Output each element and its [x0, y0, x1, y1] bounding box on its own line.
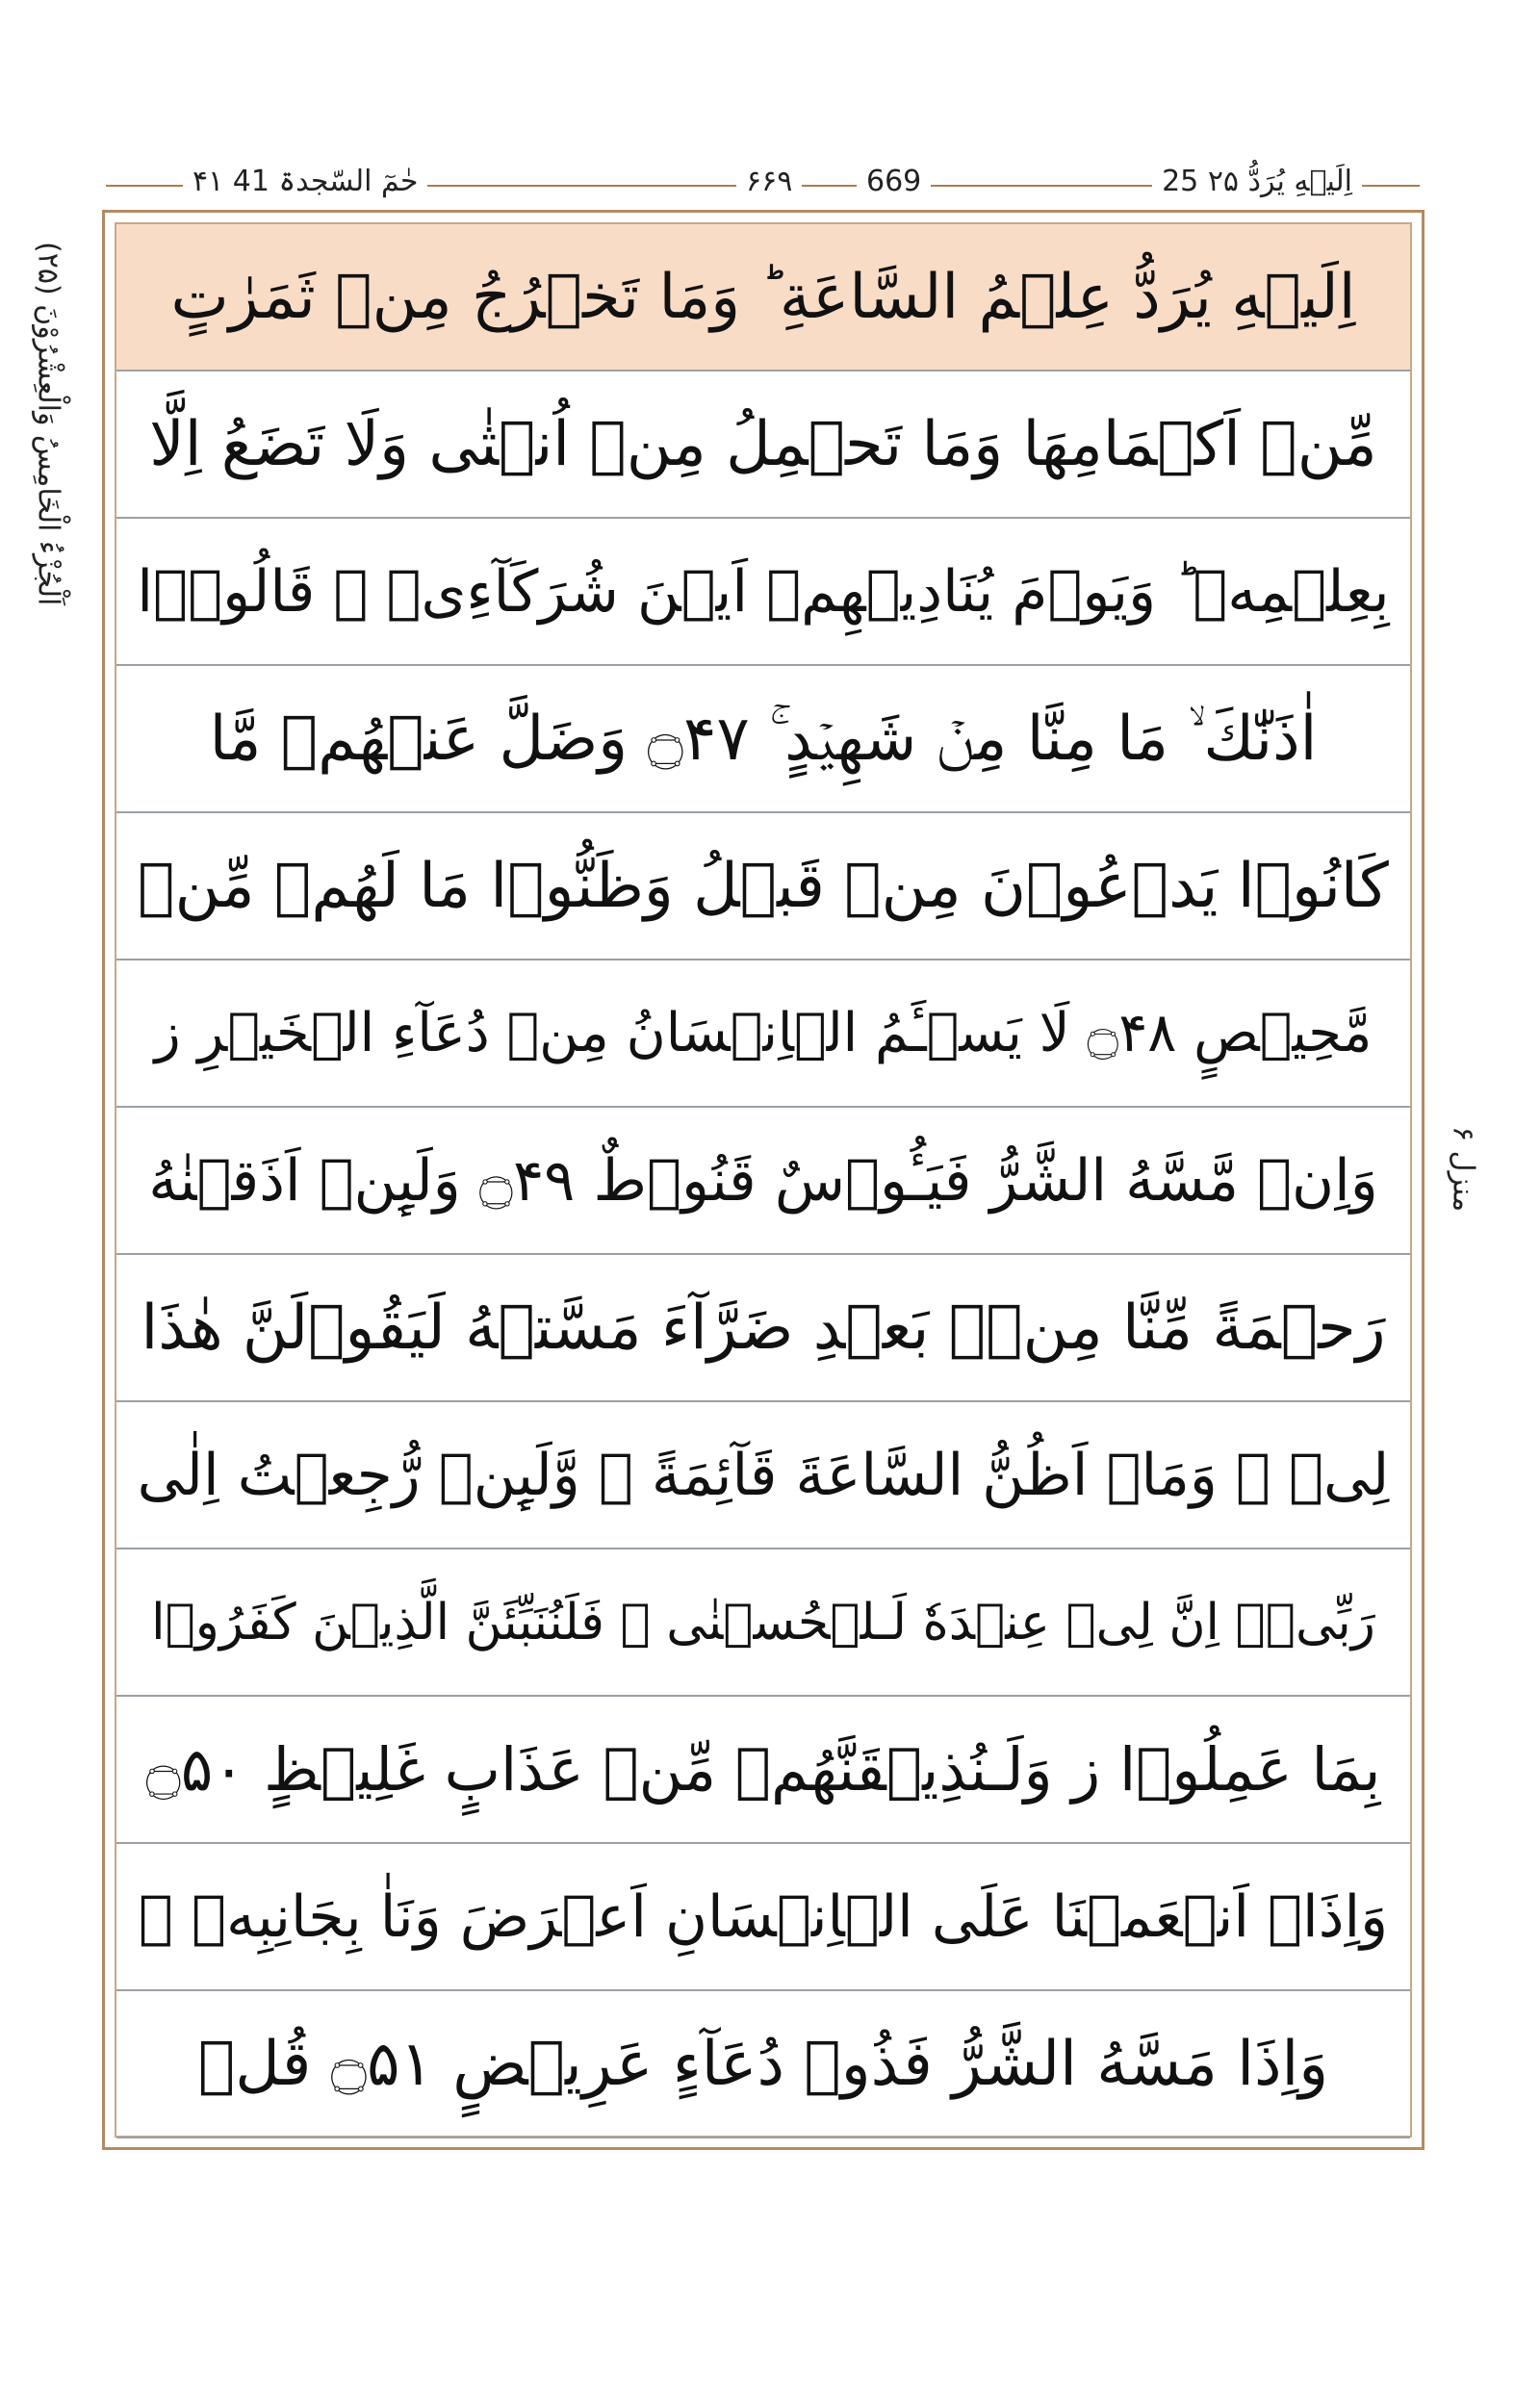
verse-line-text: رَبِّىۡۤ اِنَّ لِىۡ عِنۡدَهٗ لَـلۡحُسۡنٰى ۚ فَلَنُنَبِّئَنَّ الَّذِيۡنَ كَفَرُوۡا [151, 1593, 1375, 1651]
header-page-number-arabic: ۶۶۹ [736, 166, 802, 198]
verse-line [116, 1697, 1410, 1844]
verse-line [116, 1108, 1410, 1255]
verse-line-text: وَاِذَا مَسَّهُ الشَّرُّ فَذُوۡ دُعَآءٍ عَرِيۡضٍ ۝۵۱ قُلۡ [197, 2028, 1329, 2100]
verse-line-text: كَانُوۡا يَدۡعُوۡنَ مِنۡ قَبۡلُ وَظَنُّوۡا مَا لَهُمۡ مِّنۡ [138, 850, 1389, 922]
verse-line [116, 666, 1410, 813]
verse-line [116, 1549, 1410, 1697]
verse-line [116, 813, 1410, 960]
verse-line [116, 1844, 1410, 1991]
verse-line-text: بِعِلۡمِهٖ ؕ وَيَوۡمَ يُنَادِيۡهِمۡ اَيۡنَ شُرَكَآءِىۡ ۙ قَالُوۡۤا [137, 557, 1390, 626]
verse-line-text: وَاِذَاۤ اَنۡعَمۡنَا عَلَى الۡاِنۡسَانِ اَعۡرَضَ وَنَاٰ بِجَانِبِهٖ ۚ [138, 1882, 1389, 1951]
verse-line [116, 371, 1410, 519]
verse-lines [116, 224, 1410, 2138]
verse-line-text: بِمَا عَمِلُوۡا ز وَلَـنُذِيۡقَنَّهُمۡ مِّنۡ عَذَابٍ غَلِيۡظٍ ۝۵۰ [145, 1733, 1381, 1805]
verse-line-text: وَاِنۡ مَّسَّهُ الشَّرُّ فَيَـُٔوۡسٌ قَنُوۡطٌ ۝۴۹ وَلَٮِٕنۡ اَذَقۡنٰهُ [148, 1146, 1378, 1215]
verse-line-text: اِلَيۡهِ يُرَدُّ عِلۡمُ السَّاعَةِ ؕ وَمَا تَخۡرُجُ مِنۡ ثَمَرٰتٍ [170, 261, 1356, 333]
header-surah-name: ۴۱ حٰمٓ السّجدۃ 41 [183, 166, 427, 198]
verse-line-text: مِّنۡ اَكۡمَامِهَا وَمَا تَحۡمِلُ مِنۡ اُنۡثٰى وَلَا تَضَعُ اِلَّا [149, 408, 1377, 480]
verse-line [116, 519, 1410, 666]
side-manzil-label: منزل ۶ [1446, 1126, 1480, 1213]
verse-line-text: رَحۡمَةً مِّنَّا مِنۡۢ بَعۡدِ ضَرَّآءَ مَسَّتۡهُ لَيَقُوۡلَنَّ هٰذَا [141, 1292, 1386, 1364]
header-page-number: 669 [857, 166, 931, 198]
verse-line [116, 224, 1410, 371]
verse-line [116, 1402, 1410, 1549]
verse-line-text: مَّحِيۡصٍ ۝۴۸ لَا يَسۡـَٔمُ الۡاِنۡسَانُ مِنۡ دُعَآءِ الۡخَيۡرِ ز [154, 1001, 1373, 1064]
header-juz-name: 25 اِلَيۡهِ يُرَدُّ ۲۵ [1152, 166, 1362, 198]
verse-line-text: لِىۡ ۙ وَمَاۤ اَظُنُّ السَّاعَةَ قَآئِمَةً ۙ وَّلَٮِٕنۡ رُّجِعۡتُ اِلٰى [137, 1441, 1390, 1509]
side-juz-label: اَلْجُزْءُ الْخَامِسُ وَالْعِشْرُوْنَ (۲۵) [31, 241, 65, 606]
page-frame [102, 210, 1424, 2150]
verse-line [116, 1255, 1410, 1402]
page-header [106, 162, 1420, 200]
verse-line [116, 960, 1410, 1108]
verse-line-text: اٰذَنّٰكَ ۙ مَا مِنَّا مِنۡ شَهِيۡدٍ ۚ ۝۴۷ وَضَلَّ عَنۡهُمۡ مَّا [209, 703, 1318, 775]
verse-line [116, 1991, 1410, 2138]
